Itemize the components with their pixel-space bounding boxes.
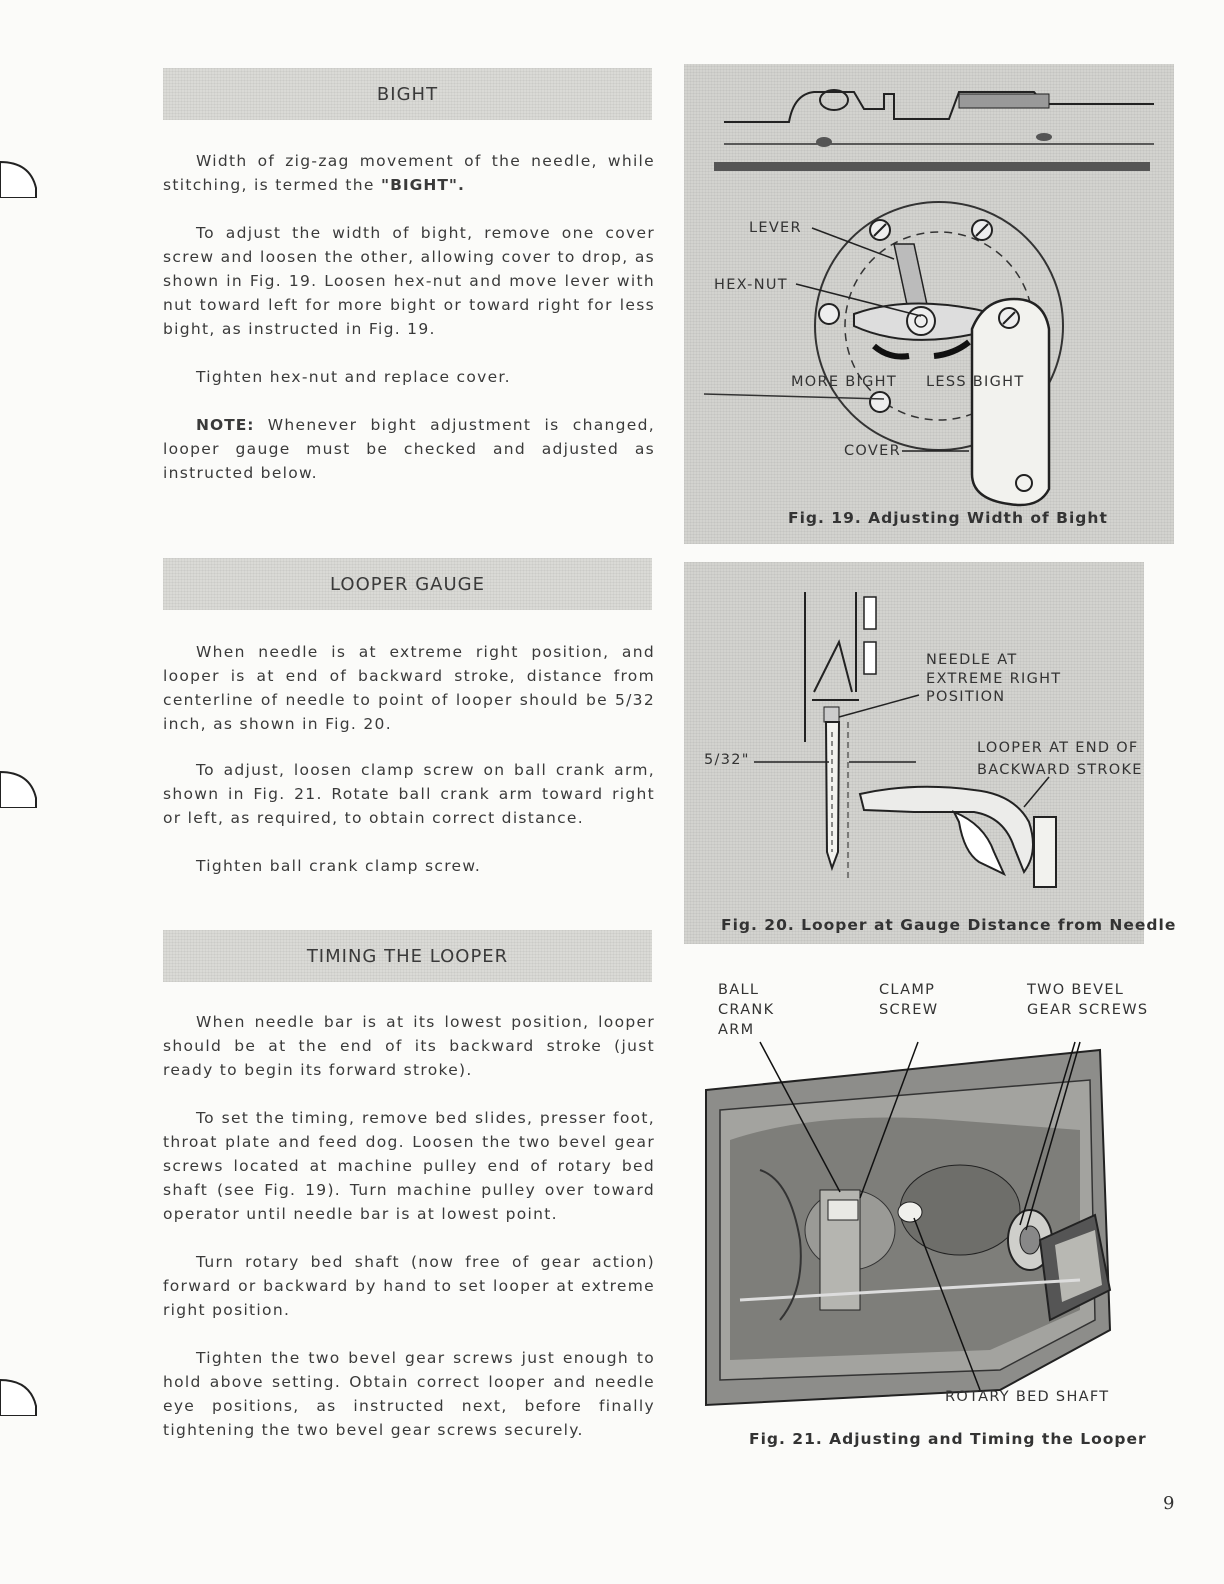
bight-term: "BIGHT". [381, 176, 465, 194]
figure-20 [684, 562, 1177, 944]
fig19-lever-label: LEVER [749, 220, 802, 236]
looper-gauge-paragraph-3: Tighten ball crank clamp screw. [196, 857, 482, 875]
fig21-caption: Fig. 21. Adjusting and Timing the Looper [749, 1430, 1147, 1448]
looper-gauge-paragraph-1: When needle is at extreme right position, and looper is at end of backward stroke, distance from centerline of needle to point of looper should be 5/32 inch, as shown in Fig. 20. [163, 643, 655, 733]
fig20-caption: Fig. 20. Looper at Gauge Distance from Needle [721, 916, 1177, 934]
figure-21 [700, 1040, 1120, 1410]
bight-note [163, 413, 655, 485]
bight-paragraph-2: To adjust the width of bight, remove one cover screw and loosen the other, allowing cover to drop, as shown in Fig. 19. Loosen hex-nut and move lever with nut toward left for more bight or toward right for less bight, as instructed in Fig. 19. [163, 224, 655, 338]
fig20-needle-label-3: POSITION [926, 689, 1006, 705]
fig20-looper-label-1: LOOPER AT END OF [977, 740, 1139, 756]
page-number: 9 [1163, 1493, 1175, 1514]
fig19-caption: Fig. 19. Adjusting Width of Bight [788, 509, 1108, 527]
timing-paragraph-2: To set the timing, remove bed slides, presser foot, throat plate and feed dog. Loosen the two bevel gear screws located at machine pulley end of rotary bed shaft (see Fig. 19). Turn machine pulley over toward operator until needle bar is at lowest point. [163, 1109, 655, 1223]
fig19-cover-label: COVER [844, 443, 901, 459]
timing-paragraph-1: When needle bar is at its lowest position, looper should be at the end of its backward stroke (just ready to begin its forward stroke). [163, 1013, 655, 1079]
bight-paragraph-3: Tighten hex-nut and replace cover. [196, 368, 511, 386]
punch-hole-middle [0, 768, 40, 808]
timing-heading [163, 930, 652, 982]
bight-paragraph-1 [163, 149, 655, 197]
bight-p1-text: Width of zig-zag movement of the needle, while stitching, is termed the [163, 152, 655, 194]
fig19-hexnut-label: HEX-NUT [714, 277, 788, 293]
fig20-needle-label-2: EXTREME RIGHT [926, 671, 1062, 687]
bight-heading [163, 68, 652, 120]
bight-mechanism-illustration [684, 64, 1174, 544]
looper-gauge-paragraph-2: To adjust, loosen clamp screw on ball crank arm, shown in Fig. 21. Rotate ball crank arm toward right or left, as required, to obtain correct distance. [163, 761, 655, 827]
looper-gauge-heading [163, 558, 652, 610]
fig19-more-bight-label: MORE BIGHT [791, 374, 897, 390]
punch-hole-bottom [0, 1376, 40, 1416]
fig21-ball-crank-label-1: BALL [718, 982, 760, 998]
bight-heading-text: BIGHT [376, 83, 439, 105]
looper-gauge-heading-text: LOOPER GAUGE [330, 573, 485, 595]
fig21-rotary-shaft-label: ROTARY BED SHAFT [945, 1389, 1110, 1405]
punch-hole-top [0, 158, 40, 198]
timing-paragraph-3: Turn rotary bed shaft (now free of gear action) forward or backward by hand to set looper at extreme right position. [163, 1253, 655, 1319]
fig20-measurement-label: 5/32" [704, 752, 750, 768]
fig21-ball-crank-label-2: CRANK [718, 1002, 775, 1018]
fig20-needle-label-1: NEEDLE AT [926, 652, 1018, 668]
timing-paragraph-4: Tighten the two bevel gear screws just enough to hold above setting. Obtain correct looper and needle eye positions, as instructed next, before finally tightening the two bevel gear screws securely. [163, 1349, 655, 1439]
fig21-bevel-label-1: TWO BEVEL [1027, 982, 1125, 998]
figure-19 [684, 64, 1174, 544]
timing-heading-text: TIMING THE LOOPER [306, 945, 509, 967]
fig20-looper-label-2: BACKWARD STROKE [977, 762, 1143, 778]
fig21-bevel-label-2: GEAR SCREWS [1027, 1002, 1149, 1018]
fig21-ball-crank-label-3: ARM [718, 1022, 755, 1038]
note-label: NOTE: [196, 416, 255, 434]
fig19-less-bight-label: LESS BIGHT [926, 374, 1025, 390]
machine-underside-photo [700, 1040, 1120, 1410]
note-text: Whenever bight adjustment is changed, looper gauge must be checked and adjusted as instructed below. [163, 416, 655, 482]
fig21-clamp-label-2: SCREW [879, 1002, 939, 1018]
fig21-clamp-label-1: CLAMP [879, 982, 936, 998]
